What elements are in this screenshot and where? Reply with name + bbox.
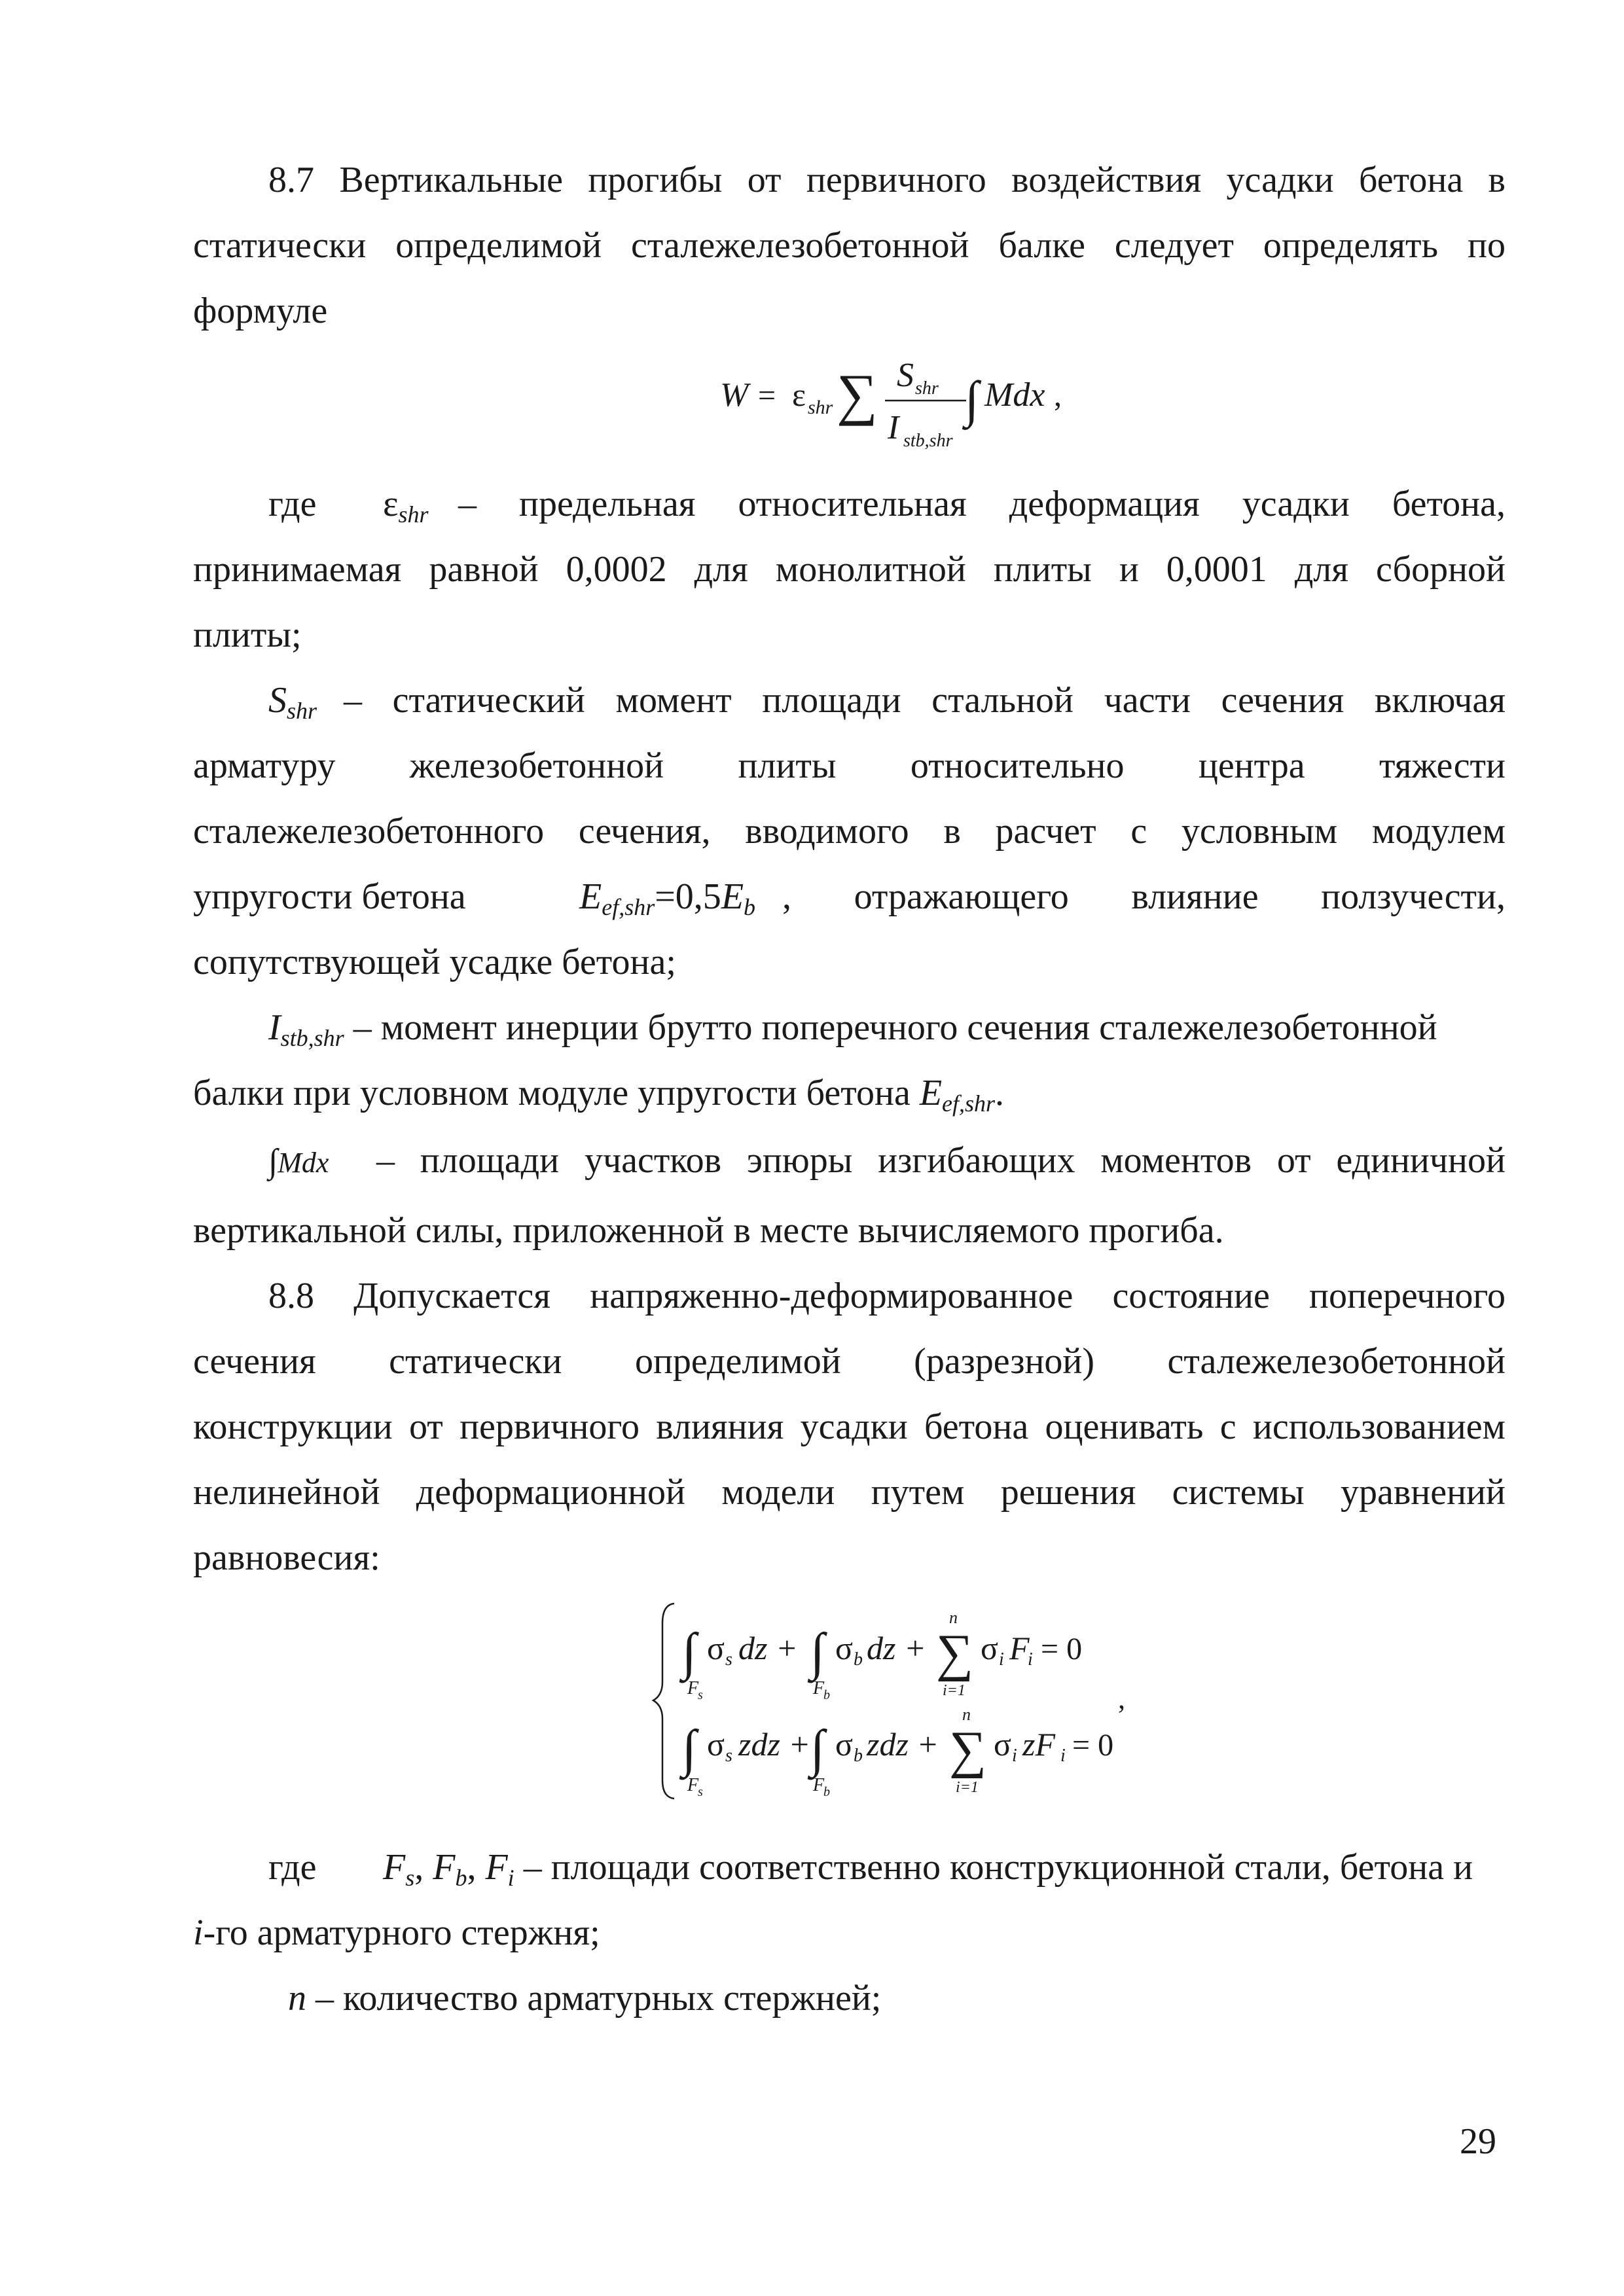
- int-2-2: ∫: [810, 1720, 825, 1778]
- formula-num-sub: shr: [915, 378, 939, 399]
- sigma-b-2: σ: [835, 1726, 853, 1763]
- deflection-formula: [707, 340, 1074, 458]
- svg-text:i=1: i=1: [943, 1682, 965, 1699]
- para-8-8-line-5: равновесия:: [193, 1537, 380, 1578]
- para-8-8-line-1: 8.8 Допускается напряженно-деформированное состояние поперечного: [268, 1276, 1506, 1316]
- m-text-1: – площади участков эпюры изгибающих моментов от единичной: [376, 1140, 1506, 1181]
- para-8-7-line-3: формуле: [193, 291, 328, 331]
- para-8-7-line-2: статически определимой сталежелезобетонной балке следует определять по: [193, 225, 1506, 266]
- svg-text:b: b: [823, 1785, 830, 1799]
- para-8-7-line-1: 8.7 Вертикальные прогибы от первичного воздействия усадки бетона в: [268, 160, 1506, 200]
- formula-eps-sub: shr: [808, 397, 833, 418]
- formula-num-s: S: [897, 357, 914, 394]
- sum-1: ∑: [936, 1624, 974, 1682]
- e-ef-shr-expr: $E_{ef,shr}=0,5E_b$: [579, 876, 756, 920]
- def-eps: [268, 481, 1506, 527]
- def-f: где $F_s$, $F_b$, $F_i$ – площади соответственно конструкционной стали, бетона и: [268, 1844, 1506, 1890]
- svg-text:s: s: [725, 1746, 732, 1766]
- def-f-line-2: i-го арматурного стержня;: [193, 1912, 600, 1953]
- formula-w: W: [720, 376, 749, 414]
- svg-text:i: i: [1060, 1746, 1066, 1766]
- svg-text:s: s: [698, 1688, 703, 1702]
- svg-text:F: F: [1009, 1630, 1030, 1666]
- svg-text:i=1: i=1: [956, 1779, 979, 1796]
- formula-integrand: Mdx: [984, 376, 1045, 414]
- int-1-1: ∫: [682, 1623, 696, 1681]
- def-s-line-2: арматуру железобетонной плиты относительно центра тяжести: [193, 745, 1506, 786]
- sigma-b-1: σ: [835, 1630, 853, 1666]
- where-label: где: [268, 484, 317, 524]
- def-eps-line-3: плиты;: [193, 615, 302, 655]
- formula-den-sub: stb,shr: [903, 431, 953, 451]
- row2-zdz-1: zdz +: [738, 1726, 811, 1763]
- row2-eq: = 0: [1072, 1728, 1114, 1763]
- formula-integral: ∫: [965, 370, 979, 427]
- page-number: 29: [1460, 2121, 1496, 2162]
- def-i: $I_{stb,shr}$ – момент инерции брутто поперечного сечения сталежелезобетонной: [268, 1007, 1437, 1051]
- svg-text:b: b: [823, 1688, 830, 1702]
- integral-symbol: ∫: [268, 1143, 278, 1180]
- def-i-line-2: балки при условном модуле упругости бетона $E_{ef,shr}$.: [193, 1073, 1005, 1117]
- svg-text:n: n: [962, 1705, 971, 1724]
- def-m-line-2: вертикальной силы, приложенной в месте вычисляемого прогиба.: [193, 1210, 1224, 1251]
- para-8-8-line-3: конструкции от первичного влияния усадки бетона оценивать с использованием: [193, 1407, 1506, 1447]
- def-s-line-5: сопутствующей усадке бетона;: [193, 942, 676, 982]
- row1-dz-2: dz +: [867, 1630, 926, 1666]
- para-8-8-line-2: сечения статически определимой (разрезной) сталежелезобетонной: [193, 1341, 1506, 1382]
- s-text-1: – статический момент площади стальной части сечения включая: [344, 680, 1506, 721]
- i-symbol: $I_{stb,shr}$: [268, 1007, 344, 1051]
- row1-eq: = 0: [1041, 1632, 1083, 1666]
- f-symbols-and-text: $F_s$, $F_b$, $F_i$ – площади соответственно конструкционной стали, бетона и: [383, 1847, 1473, 1891]
- svg-text:s: s: [725, 1649, 732, 1670]
- def-s-line-4: упругости бетона $E_{ef,shr}=0,5E_b$ , отражающего влияние ползучести,: [193, 874, 1506, 920]
- row1-dz-1: dz +: [738, 1630, 798, 1666]
- formula-sum: ∑: [837, 363, 878, 427]
- eps-symbol: $\varepsilon_{shr}$: [383, 484, 429, 528]
- svg-text:i: i: [1012, 1746, 1017, 1766]
- def-n: n – количество арматурных стержней;: [288, 1978, 882, 2018]
- svg-text:b: b: [854, 1649, 863, 1670]
- para-8-8-line-4: нелинейной деформационной модели путем решения системы уравнений: [193, 1472, 1506, 1513]
- svg-text:i: i: [1028, 1649, 1033, 1670]
- formula-den-i: I: [888, 409, 899, 446]
- equilibrium-system: [648, 1597, 1146, 1806]
- eps-text-1: – предельная относительная деформация усадки бетона,: [458, 484, 1506, 524]
- svg-text:i: i: [999, 1649, 1004, 1670]
- svg-text:s: s: [698, 1785, 703, 1799]
- svg-text:zF: zF: [1022, 1726, 1055, 1763]
- formula-eps: ε: [792, 376, 806, 413]
- svg-text:F: F: [687, 1678, 699, 1698]
- int-2-1: ∫: [682, 1720, 696, 1778]
- svg-text:F: F: [813, 1775, 825, 1795]
- s-symbol: $S_{shr}$: [268, 680, 317, 724]
- formula-eq: =: [758, 378, 776, 413]
- def-s: [268, 677, 1506, 723]
- svg-text:b: b: [854, 1746, 863, 1766]
- svg-text:F: F: [813, 1678, 825, 1698]
- sigma-i-1: σ: [981, 1630, 998, 1666]
- int-1-2: ∫: [810, 1623, 825, 1681]
- formula-comma: ,: [1054, 378, 1062, 413]
- system-brace: [653, 1604, 674, 1799]
- svg-text:n: n: [949, 1608, 958, 1627]
- system-comma: ,: [1118, 1683, 1125, 1715]
- def-s-line-3: сталежелезобетонного сечения, вводимого в расчет с условным модулем: [193, 811, 1506, 852]
- svg-text:F: F: [687, 1775, 699, 1795]
- sigma-i-2: σ: [994, 1726, 1011, 1763]
- sigma-s-1: σ: [707, 1630, 725, 1666]
- def-m: ∫Mdx – площади участков эпюры изгибающих моментов от единичной: [268, 1138, 1506, 1183]
- sigma-s-2: σ: [707, 1726, 725, 1763]
- row2-zdz-2: zdz +: [867, 1726, 939, 1763]
- sum-2: ∑: [949, 1721, 987, 1779]
- def-eps-line-2: принимаемая равной 0,0002 для монолитной плиты и 0,0001 для сборной: [193, 549, 1506, 590]
